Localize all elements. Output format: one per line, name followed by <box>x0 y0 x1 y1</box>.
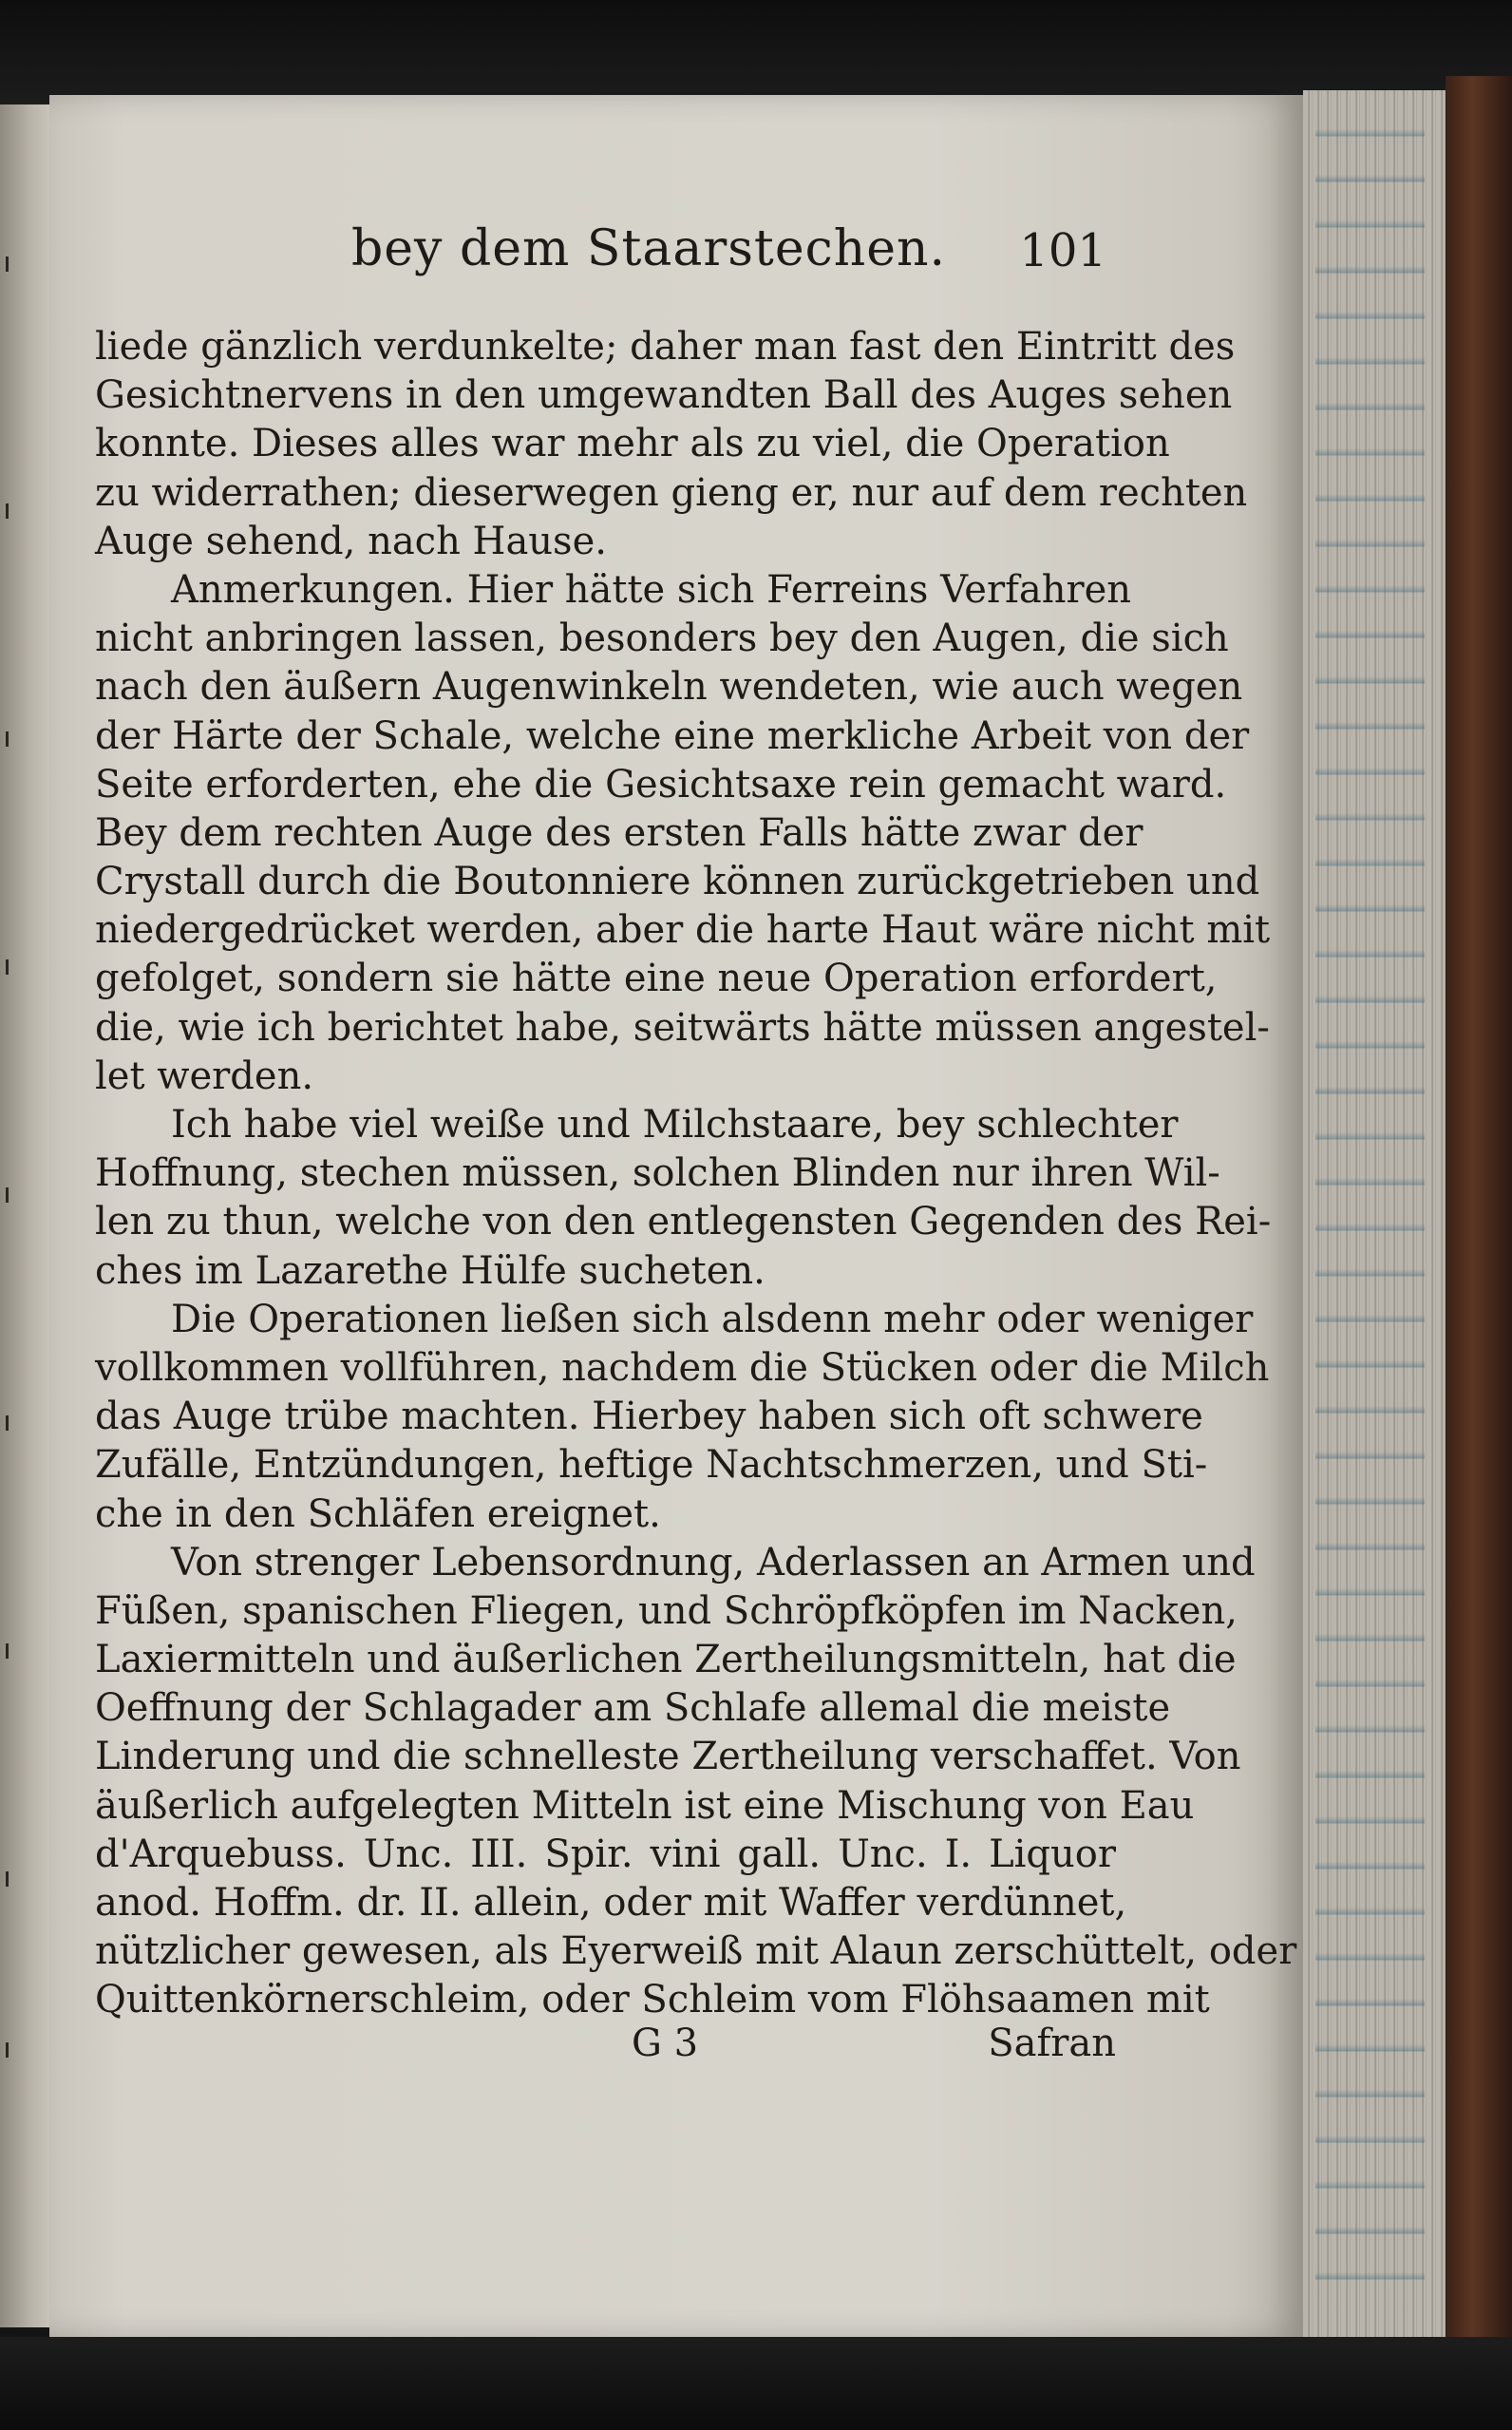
text-line: Füßen, spanischen Fliegen, und Schröpfköpfen im Nacken, <box>95 1588 1238 1633</box>
facing-page-mark <box>6 959 9 975</box>
text-line: let werden. <box>95 1054 314 1098</box>
text-line: Gesichtnervens in den umgewandten Ball des Auges sehen <box>95 373 1233 418</box>
text-line: Zufälle, Entzündungen, heftige Nachtschmerzen, und Sti- <box>95 1443 1208 1488</box>
backdrop-bottom <box>0 2337 1512 2430</box>
text-line: der Härte der Schale, welche eine merkliche Arbeit von der <box>95 713 1250 758</box>
facing-page-mark <box>6 256 9 272</box>
facing-page-mark <box>6 731 9 747</box>
text-line: nach den äußern Augenwinkeln wendeten, wie auch wegen <box>95 665 1243 710</box>
text-line: liede gänzlich verdunkelte; daher man fast den Eintritt des <box>95 325 1236 369</box>
facing-page-mark <box>6 2042 9 2058</box>
text-line: Hoffnung, stechen müssen, solchen Blinden nur ihren Wil- <box>95 1151 1220 1196</box>
text-line: nicht anbringen lassen, besonders bey den Augen, die sich <box>95 617 1229 661</box>
page-number: 101 <box>1019 224 1106 277</box>
text-line: konnte. Dieses alles war mehr als zu viel, die Operation <box>95 422 1170 466</box>
text-line: Crystall durch die Boutonniere können zurückgetrieben und <box>95 860 1260 904</box>
facing-page-mark <box>6 503 9 519</box>
page-header <box>342 220 1106 296</box>
page-body <box>95 323 1297 2025</box>
text-line: Seite erforderten, ehe die Gesichtsaxe rein gemacht ward. <box>95 762 1227 807</box>
facing-page-mark <box>6 1415 9 1431</box>
text-line: Quittenkörnerschleim, oder Schleim vom Flöhsaamen mit <box>95 1978 1210 2022</box>
text-line: die, wie ich berichtet habe, seitwärts hätte müssen angestel- <box>95 1005 1270 1050</box>
text-line: d'Arquebuss. Unc. III. Spir. vini gall. Unc. I. Liquor <box>95 1832 1116 1876</box>
text-line: Anmerkungen. Hier hätte sich Ferreins Verfahren <box>171 567 1132 612</box>
page-footer <box>95 2022 1116 2079</box>
text-line: Laxiermitteln und äußerlichen Zertheilungsmitteln, hat die <box>95 1638 1237 1682</box>
backdrop-top <box>0 0 1512 104</box>
text-line: ches im Lazarethe Hülfe sucheten. <box>95 1248 765 1293</box>
catchword: Safran <box>988 2022 1116 2065</box>
text-line: Von strenger Lebensordnung, Aderlassen an Armen und <box>171 1540 1256 1585</box>
text-line: das Auge trübe machten. Hierbey haben sich oft schwere <box>95 1395 1203 1439</box>
text-line: Bey dem rechten Auge des ersten Falls hätte zwar der <box>95 810 1143 855</box>
running-title: bey dem Staarstechen. <box>351 220 947 277</box>
text-line: äußerlich aufgelegten Mitteln ist eine Mischung von Eau <box>95 1783 1195 1828</box>
text-line: zu widerrathen; dieserwegen gieng er, nur auf dem rechten <box>95 470 1248 515</box>
text-line: Auge sehend, nach Hause. <box>95 519 607 563</box>
facing-page-mark <box>6 1871 9 1887</box>
text-line: len zu thun, welche von den entlegensten Gegenden des Rei- <box>95 1200 1272 1244</box>
text-line: anod. Hoffm. dr. II. allein, oder mit Waffer verdünnet, <box>95 1881 1127 1925</box>
book-cover <box>1446 76 1512 2356</box>
text-line: niedergedrücket werden, aber die harte Haut wäre nicht mit <box>95 908 1271 953</box>
text-line: vollkommen vollführen, nachdem die Stücken oder die Milch <box>95 1345 1270 1390</box>
text-line: Oeffnung der Schlagader am Schlafe allemal die meiste <box>95 1686 1171 1731</box>
text-line: nützlicher gewesen, als Eyerweiß mit Alaun zerschüttelt, oder <box>95 1929 1297 1974</box>
signature-mark: G 3 <box>632 2022 699 2065</box>
text-line: Linderung und die schnelleste Zertheilung verschaffet. Von <box>95 1735 1241 1779</box>
text-line: gefolget, sondern sie hätte eine neue Operation erfordert, <box>95 957 1218 1001</box>
text-line: Ich habe viel weiße und Milchstaare, bey schlechter <box>171 1103 1179 1147</box>
page-stack-tint <box>1315 114 1425 2318</box>
facing-page-edge <box>0 104 49 2327</box>
facing-page-mark <box>6 1643 9 1659</box>
text-line: che in den Schläfen ereignet. <box>95 1491 661 1536</box>
text-line: Die Operationen ließen sich alsdenn mehr oder weniger <box>171 1297 1254 1341</box>
facing-page-mark <box>6 1187 9 1203</box>
